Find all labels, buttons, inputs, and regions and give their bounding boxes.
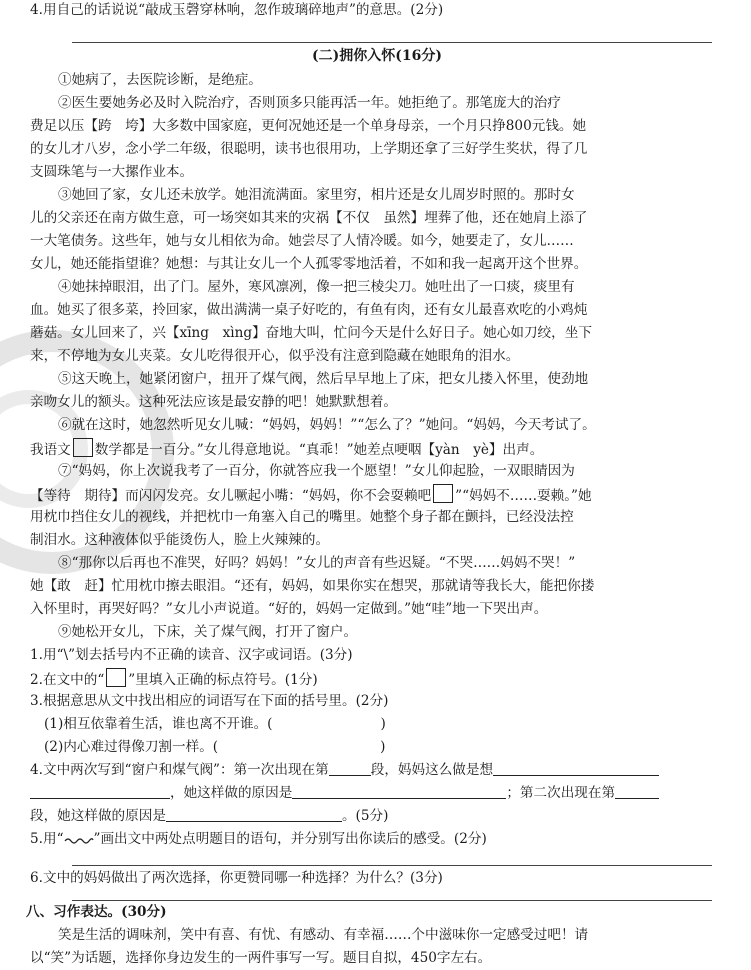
paragraph-5-line: 亲吻女儿的额头。这种死法应该是最安静的吧！她默默想着。 [30, 394, 398, 410]
paragraph-7-line: 制泪水。这种液体似乎能烫伤人，脸上火辣辣的。 [30, 532, 330, 548]
answer-line [72, 42, 712, 43]
paragraph-4-line: 血。她买了很多菜，拎回家，做出满满一桌子好吃的，有鱼有肉，还有女儿最喜欢吃的小鸡炖 [30, 302, 588, 318]
section-8-title: 八、习作表达。(30分) [26, 904, 167, 920]
question-4-line-3 [30, 806, 388, 826]
question-3-item-1 [44, 714, 386, 734]
punctuation-fill-box[interactable] [73, 438, 93, 457]
answer-blank[interactable] [615, 783, 659, 799]
paragraph-2-line: 费足以压【跨 垮】大多数中国家庭，更何况她还是一个单身母亲，一个月只挣800元钱。她 [30, 118, 587, 134]
box-sample [106, 668, 126, 687]
question-5-text: 5.用“ [30, 831, 64, 847]
paragraph-7-line: ⑦“妈妈，你上次说我考了一百分，你就答应我一个愿望！”女儿仰起脸，一双眼睛因为 [58, 463, 575, 479]
paragraph-7-text: ”“妈妈不……耍赖。”她 [455, 488, 592, 504]
answer-space[interactable] [218, 738, 380, 753]
question-4-text: ；第二次出现在第 [506, 785, 616, 801]
paragraph-4-line: ④她抹掉眼泪，出了门。屋外，寒风凛冽，像一把三棱尖刀。她吐出了一口痰，痰里有 [58, 279, 575, 295]
section-2-title: (二)拥你入怀(16分) [312, 48, 442, 64]
question-1: 1.用“\”划去括号内不正确的读音、汉字或词语。(3分) [30, 647, 353, 663]
paragraph-3-line: 儿的父亲还在南方做生意，可一场突如其来的灾祸【不仅 虽然】埋葬了他，还在她肩上添了 [30, 210, 588, 226]
answer-line[interactable] [72, 865, 712, 866]
paragraph-8-line: 她【敢 赶】忙用枕巾擦去眼泪。“还有，妈妈，如果你实在想哭，那就请等我长大，能把你搂 [30, 578, 595, 594]
question-4-line-2 [30, 783, 659, 803]
question-4-top: 4.用自己的话说说“敲成玉磬穿林响，忽作玻璃碎地声”的意思。(2分) [30, 2, 444, 18]
paragraph-4-line: 来，不停地为女儿夹菜。女儿吃得很开心，似乎没有注意到隐藏在她眼角的泪水。 [30, 348, 520, 364]
question-4-text: 段，妈妈这么做是想 [370, 762, 494, 778]
answer-blank[interactable] [166, 806, 342, 822]
question-5-text: ”画出文中两处点明题目的语句，并分别写出你读后的感受。(2分) [93, 831, 487, 847]
paragraph-7-text: 【等待 期待】而闪闪发亮。女儿噘起小嘴：“妈妈，你不会耍赖吧 [30, 488, 432, 504]
question-3-item-2 [44, 737, 385, 757]
wavy-underline-icon [64, 830, 94, 844]
answer-blank[interactable] [292, 783, 506, 799]
close-paren: ) [380, 716, 386, 732]
paragraph-9: ⑨她松开女儿，下床，关了煤气阀，打开了窗户。 [58, 624, 358, 640]
answer-blank[interactable] [493, 760, 659, 776]
question-2-text: 2.在文中的“ [30, 672, 105, 688]
paragraph-5-line: ⑤这天晚上，她紧闭窗户，扭开了煤气阀，然后早早地上了床，把女儿搂入怀里，使劲地 [58, 371, 589, 387]
question-3-item-2-text: (2)内心难过得像刀割一样。( [44, 739, 219, 755]
paragraph-6-text: 数学都是一百分。”女儿得意地说。“真乖！”她差点哽咽【yàn yè】出声。 [94, 442, 544, 458]
paragraph-4-line: 蘑菇。女儿回来了，兴【xīng xìng】奋地大叫，忙问今天是什么好日子。她心如刀绞，坐下 [30, 325, 592, 341]
paragraph-1: ①她病了，去医院诊断，是绝症。 [58, 72, 262, 88]
paragraph-3-line: ③她回了家，女儿还未放学。她泪流满面。家里穷，相片还是女儿周岁时照的。那时女 [58, 187, 575, 203]
question-2-text: ”里填入正确的标点符号。(1分) [128, 672, 318, 688]
section-8-prompt-line: 笑是生活的调味剂，笑中有喜、有忧、有感动、有幸福……个中滋味你一定感受过吧！请 [58, 927, 589, 943]
paragraph-8-line: ⑧“那你以后再也不准哭，好吗？妈妈！”女儿的声音有些迟疑。“不哭……妈妈不哭！” [58, 555, 576, 571]
question-4-text: 段，她这样做的原因是 [30, 808, 166, 824]
question-3: 3.根据意思从文中找出相应的词语写在下面的括号里。(2分) [30, 693, 389, 709]
question-2 [30, 668, 318, 690]
answer-line[interactable] [72, 900, 712, 901]
paragraph-2-line: ②医生要她务必及时入院治疗，否则顶多只能再活一年。她拒绝了。那笔庞大的治疗 [58, 95, 561, 111]
paragraph-7-line: 用枕巾挡住女儿的视线，并把枕巾一角塞入自己的嘴里。她整个身子都在颤抖，已经没法控 [30, 509, 574, 525]
answer-blank[interactable] [30, 783, 170, 799]
section-8-prompt-line: 以“笑”为话题，选择你身边发生的一两件事写一写。题目自拟，450字左右。 [30, 950, 492, 966]
answer-blank[interactable] [329, 760, 371, 776]
paragraph-2-line: 的女儿才八岁，念小学二年级，很聪明，读书也很用功，上学期还拿了三好学生奖状，得了几 [30, 141, 588, 157]
paragraph-6-line: ⑥就在这时，她忽然听见女儿喊：“妈妈，妈妈！”“怎么了？”她问。“妈妈，今天考试了。 [58, 417, 596, 433]
question-4-text: 。(5分) [341, 808, 389, 824]
question-3-item-1-text: (1)相互依靠着生活，谁也离不开谁。( [44, 716, 273, 732]
paragraph-7-line [30, 484, 592, 506]
answer-space[interactable] [272, 715, 380, 730]
question-4-text: 4.文中两次写到“窗户和煤气阀”：第一次出现在第 [30, 762, 329, 778]
paragraph-8-line: 入怀里时，再哭好吗？”女儿小声说道。“好的，妈妈一定做到。”她“哇”地一下哭出声。 [30, 601, 548, 617]
paragraph-3-line: 一大笔债务。这些年，她与女儿相依为命。她尝尽了人情冷暖。如今，她要走了，女儿…… [30, 233, 574, 249]
paragraph-3-line: 女儿，她还能指望谁？她想：与其让女儿一个人孤零零地活着，不如和我一起离开这个世界。 [30, 256, 588, 272]
close-paren: ) [380, 739, 386, 755]
paragraph-2-line: 支圆珠笔与一大摞作业本。 [30, 164, 194, 180]
punctuation-fill-box[interactable] [433, 484, 453, 503]
paragraph-6-line [30, 438, 543, 460]
question-4-text: ，她这样做的原因是 [170, 785, 293, 801]
question-5 [30, 829, 487, 849]
question-4-line-1 [30, 760, 659, 780]
question-6: 6.文中的妈妈做出了两次选择，你更赞同哪一种选择？为什么？(3分) [30, 870, 443, 886]
paragraph-6-text: 我语文 [30, 442, 71, 458]
